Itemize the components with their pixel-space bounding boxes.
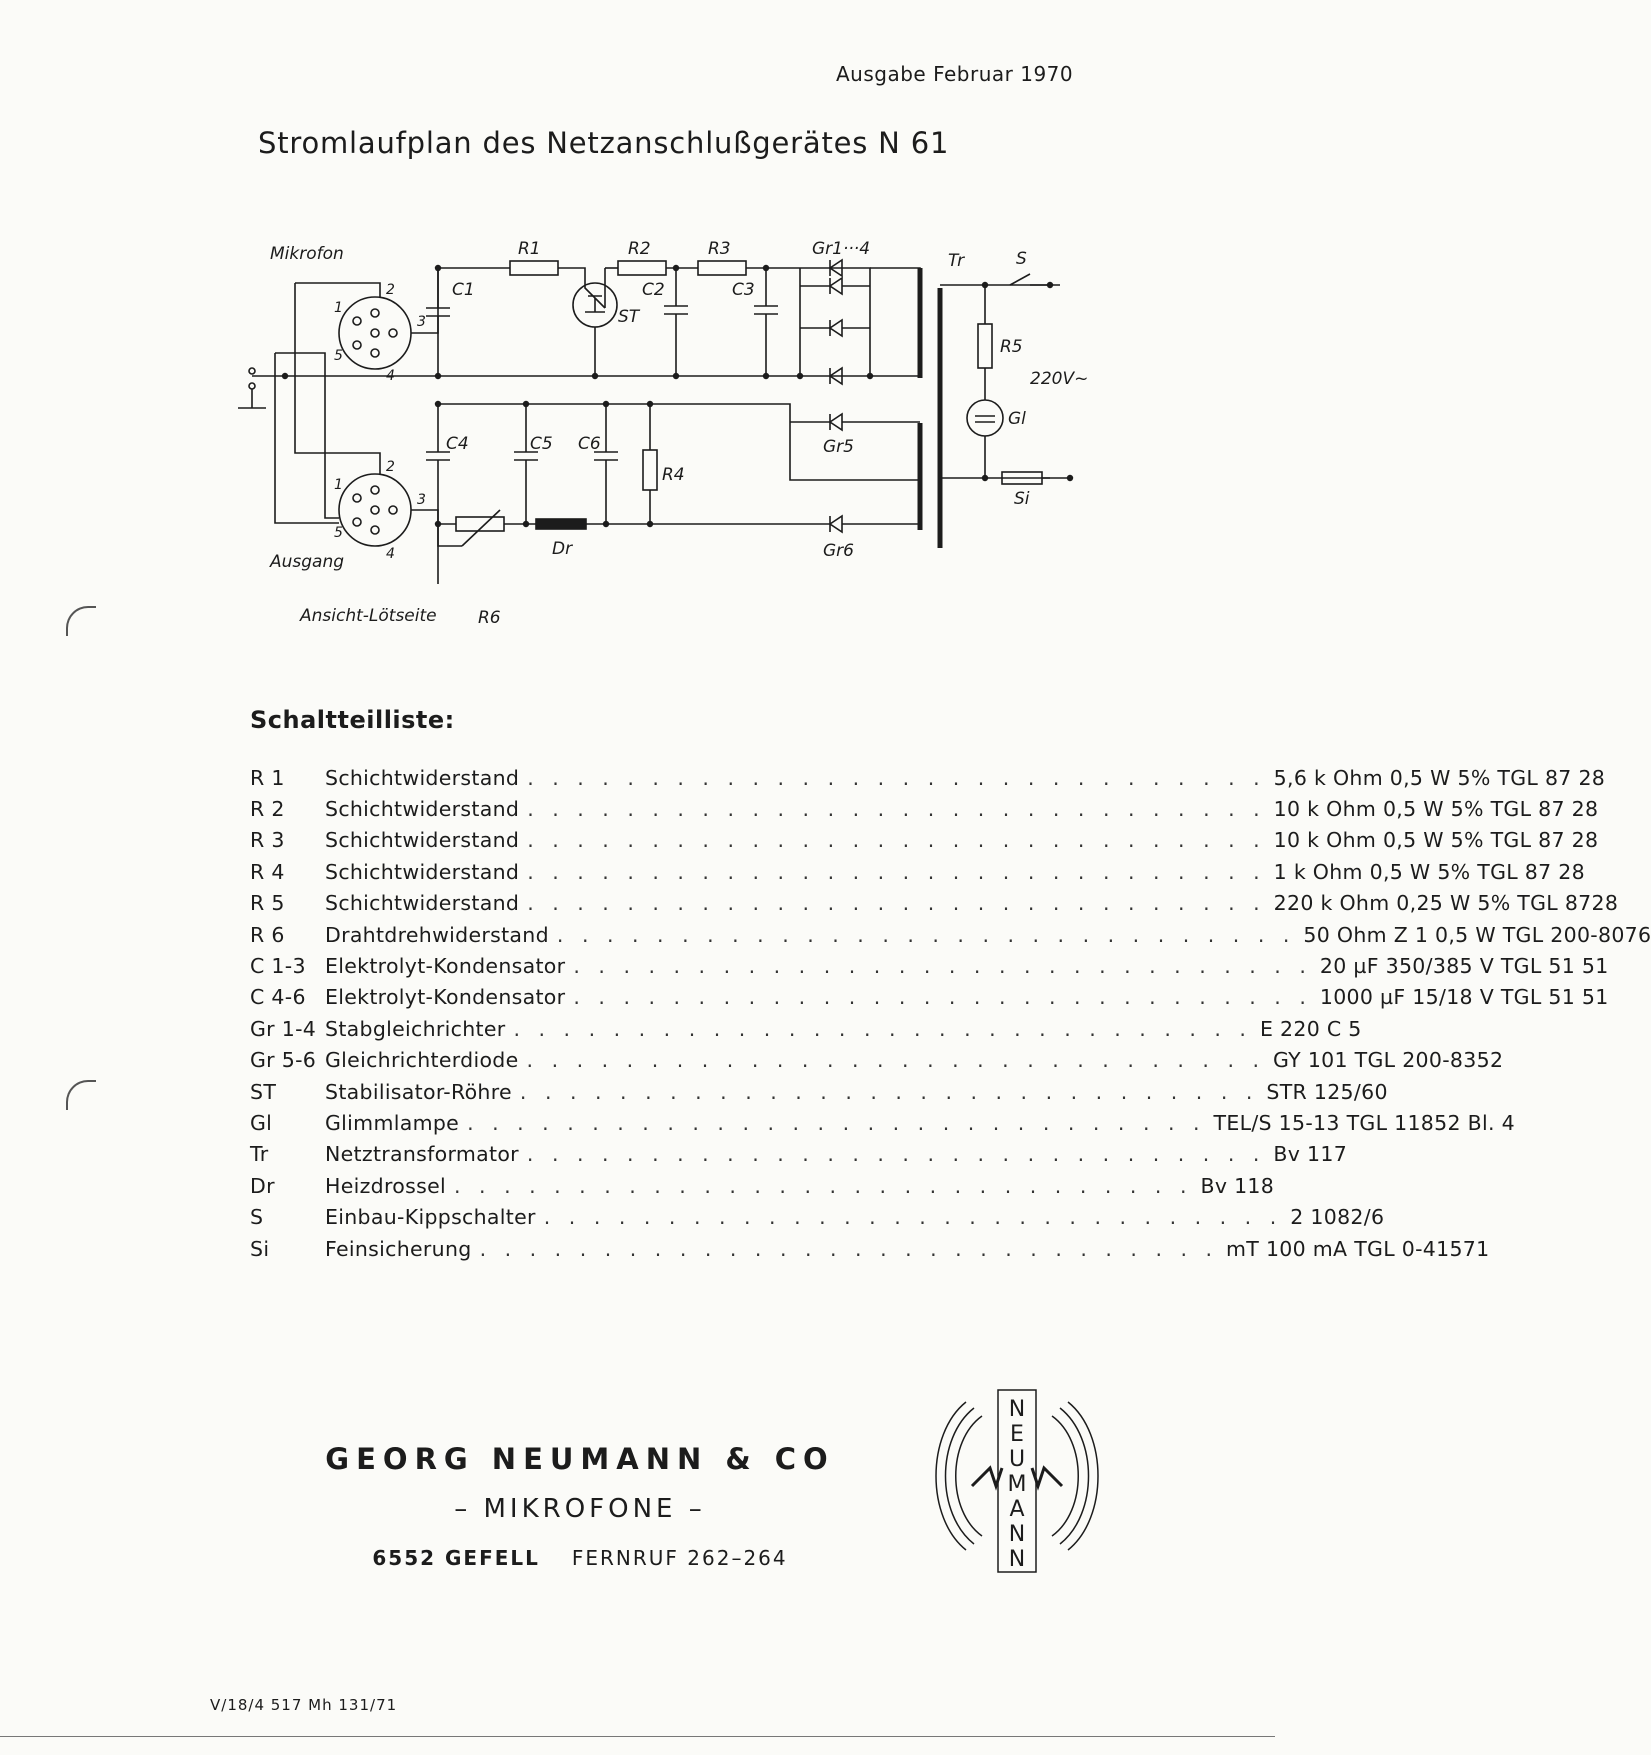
- part-specification: STR 125/60: [1266, 1079, 1388, 1104]
- label-gr1-4: Gr1···4: [812, 239, 871, 259]
- socket-pin: [371, 309, 379, 317]
- parts-list-row: [250, 888, 1619, 919]
- part-reference: C 4-6: [250, 985, 306, 1010]
- label-tr: Tr: [948, 251, 965, 271]
- label-gl: Gl: [1008, 409, 1026, 429]
- part-specification: Bv 118: [1200, 1173, 1275, 1198]
- part-reference: Gr 5-6: [250, 1048, 317, 1073]
- leader-dots: . . . . . . . . . . . . . . . . . . . . . . . . . . . . . .: [454, 1173, 1193, 1198]
- capacitor-c5: [514, 404, 538, 524]
- label-r5: R5: [1000, 337, 1023, 357]
- label-r2: R2: [628, 239, 651, 259]
- label-mikrofon: Mikrofon: [270, 244, 344, 264]
- part-reference: C 1-3: [250, 954, 306, 979]
- capacitor-c3: [754, 268, 778, 376]
- part-description: Stabgleichrichter: [325, 1016, 506, 1041]
- leader-dots: . . . . . . . . . . . . . . . . . . . . . . . . . . . . . .: [513, 1016, 1252, 1041]
- part-specification: 1 k Ohm 0,5 W 5% TGL 87 28: [1273, 859, 1585, 884]
- part-specification: TEL/S 15-13 TGL 11852 Bl. 4: [1213, 1110, 1515, 1135]
- socket-pin: [371, 506, 379, 514]
- part-description: Schichtwiderstand: [325, 828, 520, 853]
- pin-label: 5: [334, 525, 343, 541]
- label-ausgang: Ausgang: [270, 552, 345, 572]
- company-address: [280, 1546, 880, 1570]
- parts-list-row: [250, 1045, 1504, 1076]
- leader-dots: . . . . . . . . . . . . . . . . . . . . . . . . . . . . . .: [526, 1048, 1266, 1073]
- part-description: Elektrolyt-Kondensator: [325, 954, 566, 979]
- part-description: Drahtdrehwiderstand: [325, 922, 549, 947]
- part-description: Elektrolyt-Kondensator: [325, 985, 566, 1010]
- pin-label: 1: [334, 300, 343, 316]
- label-r3: R3: [708, 239, 731, 259]
- leader-dots: . . . . . . . . . . . . . . . . . . . . . . . . . . . . . .: [526, 1142, 1266, 1167]
- parts-list-row: [250, 1139, 1348, 1170]
- company-phone: FERNRUF 262–264: [571, 1546, 788, 1570]
- leader-dots: . . . . . . . . . . . . . . . . . . . . . . . . . . . . . .: [467, 1110, 1206, 1135]
- leader-dots: . . . . . . . . . . . . . . . . . . . . . . . . . . . . . .: [519, 1079, 1259, 1104]
- parts-list-row: [250, 1107, 1515, 1138]
- capacitor-c2: [664, 268, 688, 376]
- part-description: Heizdrossel: [325, 1173, 446, 1198]
- pin-label: 4: [386, 546, 395, 562]
- glow-lamp-gl: [967, 400, 1003, 436]
- pin-label: 2: [386, 459, 395, 475]
- parts-list-row: [250, 762, 1606, 793]
- part-description: Netztransformator: [325, 1142, 519, 1167]
- leader-dots: . . . . . . . . . . . . . . . . . . . . . . . . . . . . . .: [573, 985, 1312, 1010]
- socket-pin: [353, 341, 361, 349]
- part-description: Stabilisator-Röhre: [325, 1079, 512, 1104]
- neumann-logo: [942, 1386, 1092, 1576]
- diode-gr6: [830, 516, 842, 532]
- part-reference: Dr: [250, 1173, 275, 1198]
- parts-list: [250, 762, 1651, 1264]
- switch-s: [1010, 274, 1030, 285]
- diode-gr5: [830, 414, 842, 430]
- label-c6: C6: [578, 434, 601, 454]
- leader-dots: . . . . . . . . . . . . . . . . . . . . . . . . . . . . . .: [527, 891, 1266, 916]
- logo-letter: M: [1007, 1472, 1027, 1497]
- r6-wiper: [462, 510, 500, 546]
- pin-label: 1: [334, 477, 343, 493]
- part-reference: S: [250, 1205, 264, 1230]
- circuit-schematic: [230, 228, 1110, 648]
- punch-hole-mark: [66, 1080, 96, 1110]
- leader-dots: . . . . . . . . . . . . . . . . . . . . . . . . . . . . . .: [479, 1236, 1219, 1261]
- capacitor-c4: [426, 404, 450, 524]
- part-specification: E 220 C 5: [1259, 1016, 1362, 1041]
- socket-pin: [389, 329, 397, 337]
- leader-dots: . . . . . . . . . . . . . . . . . . . . . . . . . . . . . .: [527, 765, 1266, 790]
- diode-gr2: [830, 278, 842, 294]
- part-reference: R 6: [250, 922, 285, 947]
- part-specification: Bv 117: [1273, 1142, 1348, 1167]
- leader-dots: . . . . . . . . . . . . . . . . . . . . . . . . . . . . . .: [527, 828, 1266, 853]
- part-description: Feinsicherung: [325, 1236, 472, 1261]
- logo-letter: N: [1008, 1397, 1026, 1422]
- part-specification: 2 1082/6: [1290, 1205, 1385, 1230]
- parts-list-row: [250, 825, 1599, 856]
- resistor-r2: [618, 261, 666, 275]
- pin-label: 5: [334, 348, 343, 364]
- parts-list-row: [250, 1170, 1275, 1201]
- part-specification: GY 101 TGL 200-8352: [1273, 1048, 1504, 1073]
- logo-letter: N: [1008, 1522, 1026, 1547]
- part-specification: 10 k Ohm 0,5 W 5% TGL 87 28: [1273, 828, 1599, 853]
- print-code: V/18/4 517 Mh 131/71: [210, 1696, 398, 1714]
- part-specification: 50 Ohm Z 1 0,5 W TGL 200-8076: [1303, 922, 1651, 947]
- parts-list-row: [250, 1201, 1385, 1232]
- socket-pin: [371, 526, 379, 534]
- part-reference: R 5: [250, 891, 285, 916]
- parts-list-row: [250, 982, 1609, 1013]
- part-reference: R 2: [250, 797, 285, 822]
- choke-dr: [536, 519, 586, 529]
- part-description: Schichtwiderstand: [325, 891, 520, 916]
- logo-letter: A: [1009, 1497, 1025, 1522]
- socket-pin: [371, 329, 379, 337]
- output-socket: [339, 474, 411, 546]
- page-bottom-edge: [0, 1736, 1275, 1737]
- socket-pin: [371, 349, 379, 357]
- parts-list-row: [250, 950, 1609, 981]
- part-specification: 220 k Ohm 0,25 W 5% TGL 8728: [1273, 891, 1619, 916]
- part-description: Einbau-Kippschalter: [325, 1205, 536, 1230]
- leader-dots: . . . . . . . . . . . . . . . . . . . . . . . . . . . . . .: [556, 922, 1296, 947]
- leader-dots: . . . . . . . . . . . . . . . . . . . . . . . . . . . . . .: [543, 1205, 1283, 1230]
- microphone-socket: [339, 297, 411, 369]
- part-specification: 1000 µF 15/18 V TGL 51 51: [1319, 985, 1609, 1010]
- part-description: Gleichrichterdiode: [325, 1048, 519, 1073]
- parts-list-heading: Schaltteilliste:: [250, 706, 455, 734]
- part-reference: Tr: [250, 1142, 269, 1167]
- document-title: Stromlaufplan des Netzanschlußgerätes N 61: [258, 126, 950, 160]
- part-reference: R 3: [250, 828, 285, 853]
- label-st: ST: [618, 307, 640, 327]
- label-c3: C3: [732, 280, 755, 300]
- label-mains: 220V~: [1030, 369, 1089, 389]
- label-c1: C1: [452, 280, 475, 300]
- logo-letter: N: [1008, 1547, 1026, 1572]
- part-specification: 5,6 k Ohm 0,5 W 5% TGL 87 28: [1273, 765, 1606, 790]
- leader-dots: . . . . . . . . . . . . . . . . . . . . . . . . . . . . . .: [527, 797, 1266, 822]
- label-s: S: [1016, 249, 1027, 269]
- pin-label: 2: [386, 282, 395, 298]
- label-c5: C5: [530, 434, 553, 454]
- part-specification: 20 µF 350/385 V TGL 51 51: [1319, 954, 1609, 979]
- leader-dots: . . . . . . . . . . . . . . . . . . . . . . . . . . . . . .: [527, 859, 1266, 884]
- socket-pin: [353, 317, 361, 325]
- resistor-r1: [510, 261, 558, 275]
- parts-list-row: [250, 1013, 1362, 1044]
- logo-letter: U: [1008, 1447, 1026, 1472]
- edition-date: Ausgabe Februar 1970: [836, 62, 1074, 86]
- part-reference: Gl: [250, 1110, 273, 1135]
- company-division: – MIKROFONE –: [454, 1494, 706, 1524]
- label-r4: R4: [662, 465, 685, 485]
- label-c4: C4: [446, 434, 469, 454]
- resistor-r5: [978, 324, 992, 368]
- pin-label: 4: [386, 368, 395, 384]
- socket-pin: [353, 494, 361, 502]
- pin-label: 3: [417, 492, 426, 508]
- part-reference: ST: [250, 1079, 277, 1104]
- part-description: Schichtwiderstand: [325, 797, 520, 822]
- part-reference: R 4: [250, 859, 285, 884]
- part-description: Glimmlampe: [325, 1110, 460, 1135]
- punch-hole-mark: [66, 606, 96, 636]
- part-description: Schichtwiderstand: [325, 765, 520, 790]
- leader-dots: . . . . . . . . . . . . . . . . . . . . . . . . . . . . . .: [573, 954, 1312, 979]
- part-description: Schichtwiderstand: [325, 859, 520, 884]
- part-reference: R 1: [250, 765, 285, 790]
- part-reference: Si: [250, 1236, 270, 1261]
- resistor-r3: [698, 261, 746, 275]
- pin-label: 3: [417, 314, 426, 330]
- parts-list-row: [250, 1076, 1388, 1107]
- company-name: GEORG NEUMANN & CO: [325, 1442, 835, 1476]
- socket-pin: [353, 518, 361, 526]
- parts-list-row: [250, 1233, 1490, 1264]
- company-city: 6552 GEFELL: [372, 1546, 540, 1570]
- parts-list-row: [250, 919, 1651, 950]
- label-r6: R6: [478, 608, 501, 628]
- logo-letter: E: [1010, 1422, 1024, 1447]
- label-si: Si: [1014, 489, 1030, 509]
- capacitor-c6: [594, 404, 618, 524]
- parts-list-row: [250, 793, 1599, 824]
- socket-pin: [371, 486, 379, 494]
- socket-pin: [389, 506, 397, 514]
- label-dr: Dr: [552, 539, 573, 559]
- label-gr5: Gr5: [823, 437, 854, 457]
- resistor-r4: [643, 450, 657, 490]
- part-reference: Gr 1-4: [250, 1016, 317, 1041]
- label-gr6: Gr6: [823, 541, 854, 561]
- label-r1: R1: [518, 239, 541, 259]
- label-c2: C2: [642, 280, 665, 300]
- parts-list-row: [250, 856, 1585, 887]
- label-ansicht: Ansicht-Lötseite: [300, 606, 437, 626]
- part-specification: mT 100 mA TGL 0-41571: [1226, 1236, 1490, 1261]
- diode-gr3: [830, 320, 842, 336]
- part-specification: 10 k Ohm 0,5 W 5% TGL 87 28: [1273, 797, 1599, 822]
